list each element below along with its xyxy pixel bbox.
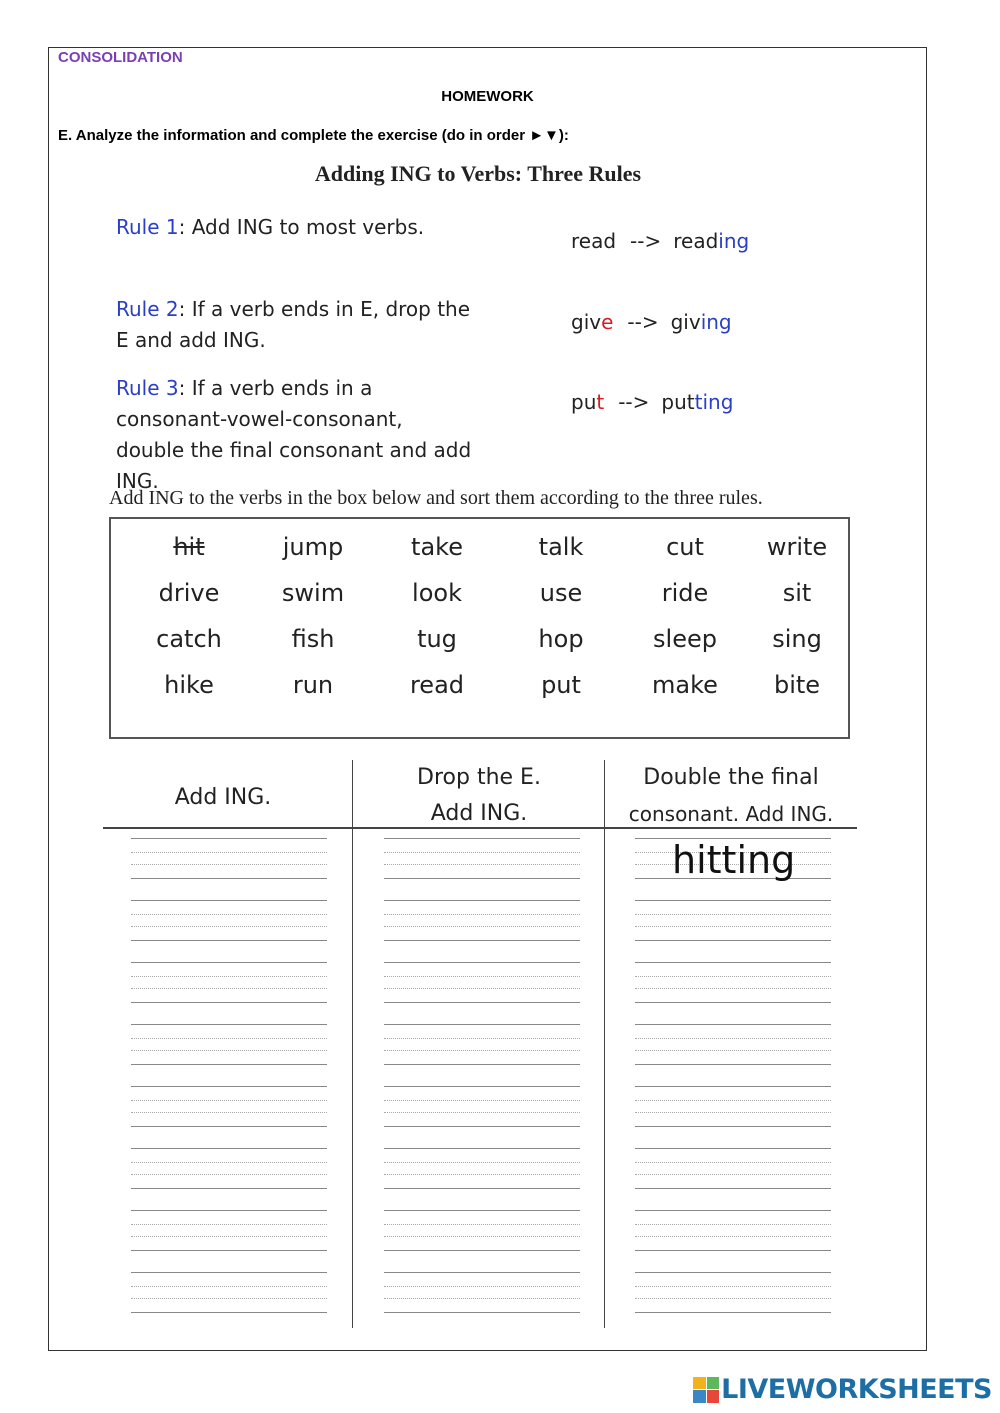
column-1-line-1: Add ING. bbox=[174, 785, 272, 810]
writing-line bbox=[635, 1312, 831, 1313]
writing-line bbox=[635, 1126, 831, 1127]
writing-line bbox=[635, 1272, 831, 1273]
writing-line bbox=[131, 1236, 327, 1237]
writing-line bbox=[635, 1286, 831, 1287]
rule-3-example bbox=[571, 390, 733, 414]
writing-line bbox=[131, 878, 327, 879]
writing-line bbox=[131, 1298, 327, 1299]
writing-line bbox=[384, 962, 580, 963]
writing-line bbox=[131, 940, 327, 941]
arrow-3: --> bbox=[618, 390, 650, 414]
verb-look: look bbox=[412, 579, 462, 607]
sort-instruction: Add ING to the verbs in the box below and sort them according to the three rules. bbox=[109, 487, 763, 509]
writing-line bbox=[384, 1064, 580, 1065]
rule-1-text: : Add ING to most verbs. bbox=[178, 215, 425, 239]
writing-line bbox=[635, 1002, 831, 1003]
writing-line bbox=[635, 1112, 831, 1113]
writing-line bbox=[384, 1112, 580, 1113]
writing-line bbox=[384, 864, 580, 865]
verb-sleep: sleep bbox=[653, 625, 717, 653]
writing-line bbox=[131, 1272, 327, 1273]
verb-grid bbox=[127, 526, 847, 710]
rule-1-result-stem: read bbox=[673, 229, 719, 253]
writing-line bbox=[131, 1188, 327, 1189]
exercise-instruction: E. Analyze the information and complete the exercise (do in order ►▼): bbox=[58, 127, 569, 144]
brand-name: LIVEWORKSHEETS bbox=[721, 1374, 992, 1405]
writing-line bbox=[131, 1174, 327, 1175]
writing-line bbox=[384, 1024, 580, 1025]
writing-line bbox=[384, 838, 580, 839]
rule-2-text: : If a verb ends in E, drop the E and add ING. bbox=[116, 297, 471, 352]
writing-line bbox=[131, 1312, 327, 1313]
writing-line bbox=[635, 940, 831, 941]
writing-line bbox=[635, 1210, 831, 1211]
writing-line bbox=[384, 976, 580, 977]
writing-line bbox=[131, 988, 327, 989]
writing-line bbox=[635, 1024, 831, 1025]
writing-line bbox=[384, 1086, 580, 1087]
writing-line bbox=[131, 1250, 327, 1251]
writing-line bbox=[384, 1188, 580, 1189]
writing-line bbox=[635, 1100, 831, 1101]
writing-line bbox=[635, 1236, 831, 1237]
column-header-add-ing bbox=[103, 780, 343, 816]
verb-hike: hike bbox=[164, 671, 214, 699]
writing-line bbox=[384, 1298, 580, 1299]
writing-line bbox=[384, 1236, 580, 1237]
writing-line bbox=[131, 914, 327, 915]
writing-line bbox=[131, 926, 327, 927]
writing-line bbox=[635, 1148, 831, 1149]
rule-3-base-stem: pu bbox=[571, 390, 597, 414]
writing-line bbox=[131, 1162, 327, 1163]
writing-line bbox=[635, 914, 831, 915]
verb-make: make bbox=[652, 671, 718, 699]
writing-line bbox=[384, 1100, 580, 1101]
verb-jump: jump bbox=[282, 533, 344, 561]
writing-line bbox=[131, 1024, 327, 1025]
answer-hitting[interactable]: hitting bbox=[672, 838, 796, 882]
verb-sit: sit bbox=[782, 579, 812, 607]
verb-write: write bbox=[766, 533, 828, 561]
rule-1-name: Rule 1 bbox=[116, 215, 179, 239]
header-divider bbox=[103, 827, 857, 829]
writing-line bbox=[131, 852, 327, 853]
rule-2-base-ending: e bbox=[601, 310, 614, 334]
writing-line bbox=[131, 1086, 327, 1087]
verb-talk: talk bbox=[538, 533, 584, 561]
rule-3-base-ending: t bbox=[596, 390, 605, 414]
column-header-double-consonant bbox=[607, 760, 855, 832]
writing-line bbox=[384, 1002, 580, 1003]
writing-line bbox=[384, 914, 580, 915]
writing-line bbox=[384, 1312, 580, 1313]
rule-2-result-suffix: ing bbox=[700, 310, 732, 334]
writing-line bbox=[384, 1272, 580, 1273]
liveworksheets-logo-icon bbox=[693, 1377, 719, 1403]
verb-hit: hit bbox=[173, 533, 205, 561]
writing-line bbox=[131, 1148, 327, 1149]
writing-line bbox=[384, 926, 580, 927]
writing-line bbox=[131, 976, 327, 977]
writing-line bbox=[635, 962, 831, 963]
writing-line bbox=[384, 1162, 580, 1163]
writing-line bbox=[635, 988, 831, 989]
writing-line bbox=[635, 1174, 831, 1175]
writing-line bbox=[635, 1250, 831, 1251]
rule-3-name: Rule 3 bbox=[116, 376, 179, 400]
column-divider-1 bbox=[352, 760, 353, 1328]
writing-line bbox=[635, 976, 831, 977]
rule-3 bbox=[116, 373, 476, 497]
rule-1 bbox=[116, 212, 476, 243]
writing-line bbox=[384, 1038, 580, 1039]
writing-line bbox=[131, 1064, 327, 1065]
writing-line bbox=[635, 1064, 831, 1065]
writing-line bbox=[131, 1002, 327, 1003]
writing-line bbox=[635, 926, 831, 927]
writing-line bbox=[131, 838, 327, 839]
writing-line bbox=[131, 1126, 327, 1127]
verb-take: take bbox=[411, 533, 463, 561]
column-2-line-1: Drop the E. bbox=[417, 765, 541, 790]
liveworksheets-brand bbox=[693, 1374, 992, 1405]
column-header-drop-e bbox=[355, 760, 603, 832]
writing-line bbox=[635, 1298, 831, 1299]
rule-3-result-suffix: ting bbox=[694, 390, 734, 414]
rule-3-result-stem: put bbox=[661, 390, 695, 414]
verb-catch: catch bbox=[156, 625, 222, 653]
rules-title: Adding ING to Verbs: Three Rules bbox=[314, 161, 642, 186]
writing-line bbox=[384, 878, 580, 879]
verb-cut: cut bbox=[666, 533, 704, 561]
arrow-1: --> bbox=[630, 229, 662, 253]
rule-2-example bbox=[571, 310, 732, 334]
column-2-line-2: Add ING. bbox=[430, 801, 528, 826]
column-divider-2 bbox=[604, 760, 605, 1328]
writing-line bbox=[131, 1050, 327, 1051]
verb-sing: sing bbox=[772, 625, 822, 653]
column-3-line-1: Double the final bbox=[643, 765, 819, 790]
writing-line bbox=[131, 900, 327, 901]
verb-swim: swim bbox=[281, 579, 345, 607]
writing-line bbox=[131, 1112, 327, 1113]
arrow-2: --> bbox=[627, 310, 659, 334]
writing-line bbox=[635, 1188, 831, 1189]
homework-title: HOMEWORK bbox=[441, 88, 534, 105]
writing-line bbox=[384, 900, 580, 901]
verb-bite: bite bbox=[773, 671, 821, 699]
writing-line bbox=[384, 1050, 580, 1051]
verb-run: run bbox=[292, 671, 334, 699]
writing-line bbox=[635, 900, 831, 901]
writing-line bbox=[384, 1210, 580, 1211]
rule-1-example bbox=[571, 229, 749, 253]
verb-hop: hop bbox=[538, 625, 584, 653]
section-label: CONSOLIDATION bbox=[58, 49, 183, 66]
rule-1-base: read bbox=[571, 229, 617, 253]
writing-line bbox=[131, 1210, 327, 1211]
writing-line bbox=[635, 1086, 831, 1087]
writing-line bbox=[131, 864, 327, 865]
writing-line bbox=[384, 940, 580, 941]
rule-3-text: : If a verb ends in a consonant-vowel-consonant, double the final consonant and add ING. bbox=[116, 376, 472, 493]
verb-fish: fish bbox=[291, 625, 335, 653]
writing-line bbox=[635, 1050, 831, 1051]
column-3-line-2: consonant. Add ING. bbox=[628, 802, 834, 826]
writing-line bbox=[384, 1174, 580, 1175]
writing-line bbox=[635, 1162, 831, 1163]
verb-use: use bbox=[539, 579, 583, 607]
verb-ride: ride bbox=[661, 579, 709, 607]
writing-line bbox=[384, 1286, 580, 1287]
writing-line bbox=[131, 1224, 327, 1225]
writing-line bbox=[635, 1038, 831, 1039]
verb-tug: tug bbox=[417, 625, 457, 653]
writing-line bbox=[635, 1224, 831, 1225]
verb-read: read bbox=[409, 671, 465, 699]
writing-line bbox=[131, 1286, 327, 1287]
writing-line bbox=[384, 1126, 580, 1127]
writing-line bbox=[384, 852, 580, 853]
verb-put: put bbox=[541, 671, 581, 699]
verb-drive: drive bbox=[158, 579, 220, 607]
writing-line bbox=[384, 1224, 580, 1225]
writing-line bbox=[131, 962, 327, 963]
rule-1-result-suffix: ing bbox=[718, 229, 750, 253]
rule-2-name: Rule 2 bbox=[116, 297, 179, 321]
rule-2-result-stem: giv bbox=[670, 310, 701, 334]
writing-line bbox=[384, 1250, 580, 1251]
writing-line bbox=[384, 988, 580, 989]
rule-2 bbox=[116, 294, 476, 356]
writing-line bbox=[384, 1148, 580, 1149]
rule-2-base-stem: giv bbox=[571, 310, 602, 334]
writing-line bbox=[131, 1100, 327, 1101]
writing-line bbox=[131, 1038, 327, 1039]
